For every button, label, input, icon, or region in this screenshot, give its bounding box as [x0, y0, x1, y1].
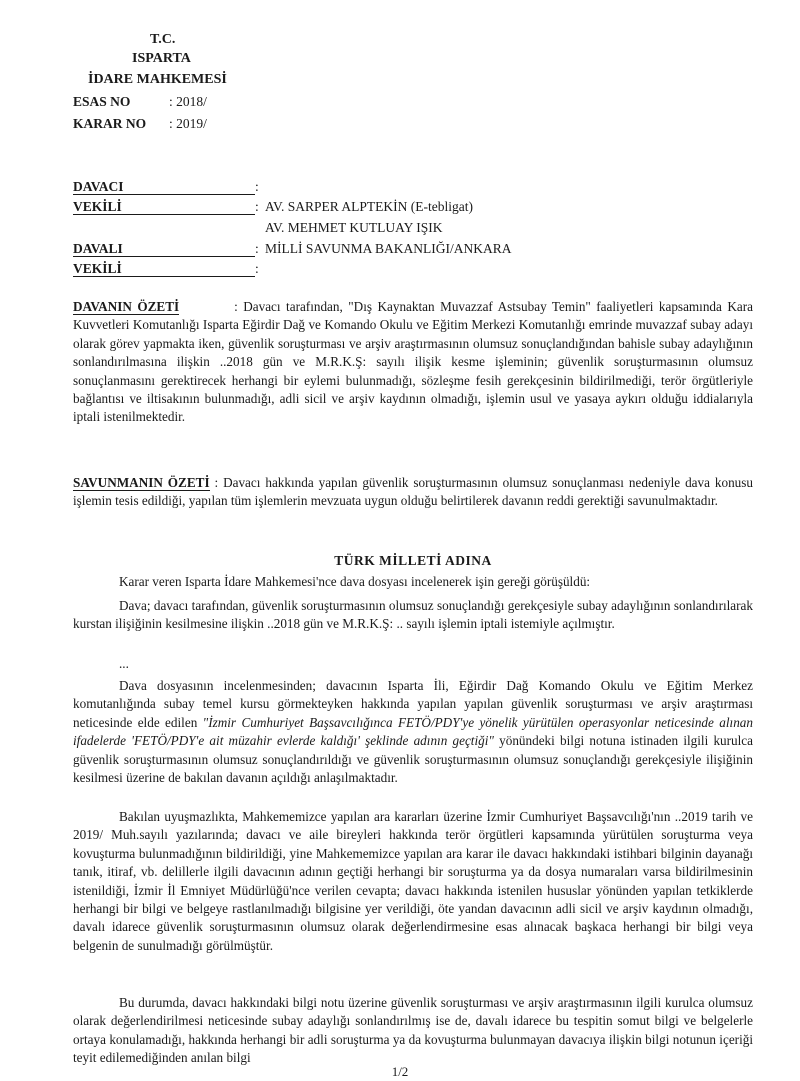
savunmanin-ozeti-text: : Davacı hakkında yapılan güvenlik soruşturmasının olumsuz sonuçlanması nedeniyle dava konusu işlemin tesis edildiği, yapılan tüm işlemlerin mevzuata uygun olduğu belirtilerek davanın reddi gerektiği savunulmaktadır.	[73, 475, 753, 509]
decision-ellipsis: ...	[119, 656, 129, 671]
decision-paragraph-5: Bu durumda, davacı hakkındaki bilgi notu üzerine güvenlik soruşturması ve arşiv araştırmasının ilgili kurulca olumsuz olarak değerlendirilmesi neticesinde subay adaylığı sonlandırılmış ise de, davalı idarece bu tespitin somut bilgi ve belgelerle ortaya konulamadığı, hakkında herhangi bir adli soruşturma ya da kovuşturma bulunmayan davacıya ilişkin bilgi notunun içeriği teyit edilemediğinden anılan bilgi	[73, 995, 753, 1066]
header-city: ISPARTA	[132, 51, 191, 66]
header-tc: T.C.	[150, 32, 176, 47]
party-vekili-1: VEKİLİ : AV. SARPER ALPTEKİN (E-tebligat)	[73, 199, 474, 214]
page-number: 1/2	[391, 1064, 409, 1079]
party-davali: DAVALI : MİLLİ SAVUNMA BAKANLIĞI/ANKARA	[73, 241, 512, 256]
davanin-ozeti-title: DAVANIN ÖZETİ	[73, 299, 180, 314]
vekili-2-label: VEKİLİ	[73, 261, 255, 277]
decision-paragraph-2: Dava; davacı tarafından, güvenlik soruşturmasının olumsuz sonuçlandığı gerekçesiyle subay adaylığının sonlandırılarak kurstan ilişiğinin kesilmesine ilişkin ..2018 gün ve M.R.K.Ş: .. sayılı işlemin iptali istemiyle açılmıştır.	[73, 598, 753, 632]
party-vekili-1b	[73, 218, 773, 237]
savunmanin-ozeti-paragraph	[73, 474, 753, 511]
decision-paragraph-4: Bakılan uyuşmazlıkta, Mahkememizce yapılan ara kararları üzerine İzmir Cumhuriyet Başsavcılığı'nın ..2019 tarih ve 2019/ Muh.sayılı yazılarında; davacı ve aile bireyleri hakkında terör örgütleri kapsamında yürütülen soruşturma veya kovuşturma bulunmadığının bildirildiği, yine Mahkememizce yapılan ara karar ile davacı hakkındaki istihbari bilginin dayanağı tanık, itiraf, vb. delillerle ilgili davacının adının geçtiği herhangi bir soruşturma ya da dosya numaraları varsa bildirilmesinin istenildiği, İzmir İl Emniyet Müdürlüğü'nce verilen cevapta; davacı hakkında istenilen hususlar yönünden yapılan tetkiklerde herhangi bir bilgi ve belgeye rastlanılmadığı bilgisine yer verildiği, öte yandan davacının adli sicil ve arşiv kaydının olmadığı, davalı idarece güvenlik soruşturmasının olumsuz olarak değerlendirmesine esas alınacak başkaca herhangi bir bilgi veya belgenin de sunulmadığı görülmüştür.	[73, 809, 753, 953]
davanin-ozeti-paragraph	[73, 298, 753, 427]
karar-row	[73, 114, 207, 133]
party-vekili-2: VEKİLİ :	[73, 261, 259, 276]
davali-value: MİLLİ SAVUNMA BAKANLIĞI/ANKARA	[265, 241, 512, 256]
decision-paragraph-1: Karar veren Isparta İdare Mahkemesi'nce dava dosyası incelenerek işin gereği görüşüldü:	[119, 574, 591, 589]
davaci-label: DAVACI	[73, 179, 255, 195]
vekili-value: AV. SARPER ALPTEKİN (E-tebligat)	[265, 199, 474, 214]
decision-title: TÜRK MİLLETİ ADINA	[334, 553, 492, 568]
esas-row	[73, 92, 207, 111]
decision-paragraph-3: Dava dosyasının incelenmesinden; davacının Isparta İli, Eğirdir Dağ Komando Okulu ve Eğitim Merkez komutanlığında subay temel kursu görmekteyken hakkında yapılan yapılan güvenlik soruşturması ve arşiv araştırması neticesinde elde edilen "İzmir Cumhuriyet Başsavcılığınca FETÖ/PDY'ye yönelik yürütülen operasyonlar neticesinde alınan ifadelerde 'FETÖ/PDY'e ait müzahir evlerde kaldığı' şeklinde adının geçtiği" yönündeki bilgi notuna istinaden ilgili kurulca güvenlik soruşturmasının olumsuz sonuçlandırıldığı ve güvenlik soruşturmasının olumsuz sonuçlandığı gerekçesiyle ilişiğinin kesilmesi üzerine de bakılan davanın açıldığı anlaşılmaktadır.	[73, 678, 753, 786]
esas-value: : 2018/	[169, 94, 207, 109]
savunmanin-ozeti-title: SAVUNMANIN ÖZETİ	[73, 475, 210, 490]
header-court: İDARE MAHKEMESİ	[88, 72, 227, 87]
karar-value: : 2019/	[169, 116, 207, 131]
quoted-note: "İzmir Cumhuriyet Başsavcılığınca FETÖ/PDY'ye yönelik yürütülen operasyonlar neticesinde alınan ifadelerde 'FETÖ/PDY'e ait müzahir evlerde kaldığı' şeklinde adının geçtiği"	[73, 714, 753, 749]
karar-label: KARAR NO	[73, 116, 147, 131]
davali-label: DAVALI	[73, 241, 255, 257]
esas-label: ESAS NO	[73, 94, 131, 109]
davanin-ozeti-text: : Davacı tarafından, "Dış Kaynaktan Muvazzaf Astsubay Temin" faaliyetleri kapsamında Kara Kuvvetleri Komutanlığı Isparta Eğirdir Dağ ve Komando Okulu ve Eğitim Merkezi Komutanlığı emrinde muvazzaf subay adayı olarak görev yapmakta iken, güvenlik soruşturması ve arşiv araştırmasının olumsuz sonuçlandığından bahisle subay adaylığının sonlandırılmasına ilişkin ..2018 gün ve M.R.K.Ş: sayılı ilişik kesme işleminin; güvenlik soruşturmasının olumsuz sonuçlanmasını gerektirecek herhangi bir eylemi bulunmadığı, sözleşme fesih gerekçesinin bildirilmediği, terör örgütleriyle bağlantısı ve iltisakının bulunmadığı, adli sicil ve arşiv kaydının olmadığı, işlemin usul ve yasaya aykırı olduğu iddialarıyla iptali istenilmektedir.	[73, 299, 753, 425]
vekili-label: VEKİLİ	[73, 199, 255, 215]
party-davaci: DAVACI :	[73, 179, 259, 194]
vekili-value-2: AV. MEHMET KUTLUAY IŞIK	[265, 220, 443, 235]
